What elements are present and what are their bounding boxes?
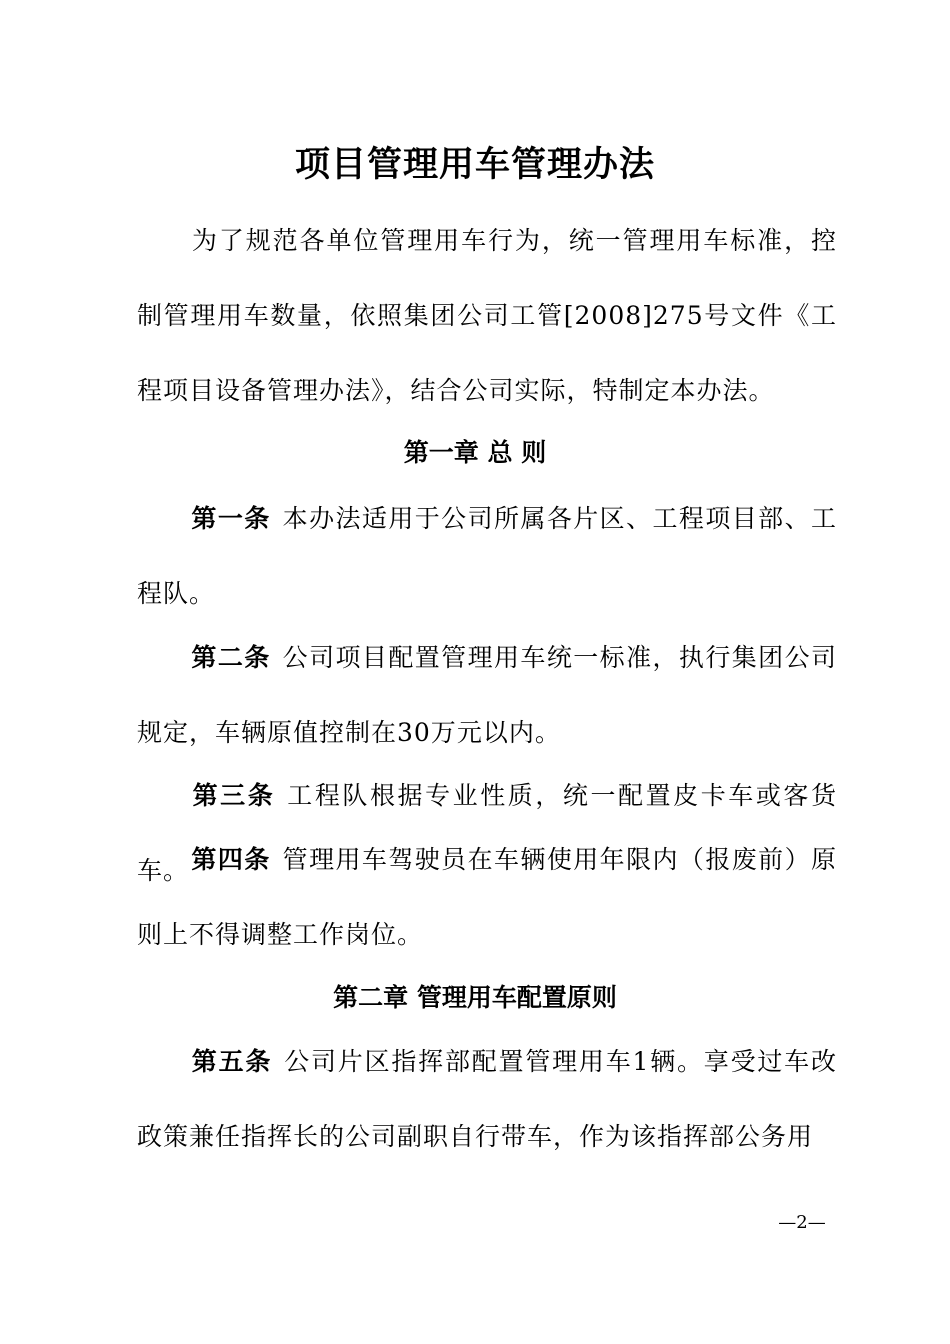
article-text: 公司项目配置管理用车统一标准，执行集团公司规定，车辆原值控制在30万元以内。: [137, 643, 837, 747]
article-text: 管理用车驾驶员在车辆使用年限内（报废前）原则上不得调整工作岗位。: [137, 845, 837, 949]
document-title: 项目管理用车管理办法: [294, 145, 655, 185]
article-4: [137, 822, 837, 972]
chapter-2-heading: 第二章 管理用车配置原则: [333, 983, 617, 1012]
article-text: 本办法适用于公司所属各片区、工程项目部、工程队。: [137, 504, 837, 608]
article-label: 第四条: [191, 845, 271, 874]
article-label: 第一条: [191, 504, 271, 533]
article-label: 第三条: [191, 781, 276, 810]
article-5: [137, 1024, 837, 1174]
intro-text: 为了规范各单位管理用车行为，统一管理用车标准，控制管理用车数量，依照集团公司工管[2008]275号文件《工程项目设备管理办法》，结合公司实际，特制定本办法。: [137, 226, 837, 405]
article-2: [137, 620, 837, 770]
page-number: —2—: [778, 1212, 826, 1233]
article-label: 第五条: [191, 1047, 273, 1076]
article-label: 第二条: [191, 643, 271, 672]
chapter-1-heading: 第一章 总 则: [403, 438, 547, 467]
article-1: [137, 481, 837, 631]
intro-paragraph: [137, 203, 837, 428]
article-text: 工程队根据专业性质，统一配置皮卡车或客货车。: [137, 781, 837, 885]
article-text: 公司片区指挥部配置管理用车1辆。享受过车改政策兼任指挥长的公司副职自行带车，作为该指挥部公务用: [137, 1047, 837, 1151]
